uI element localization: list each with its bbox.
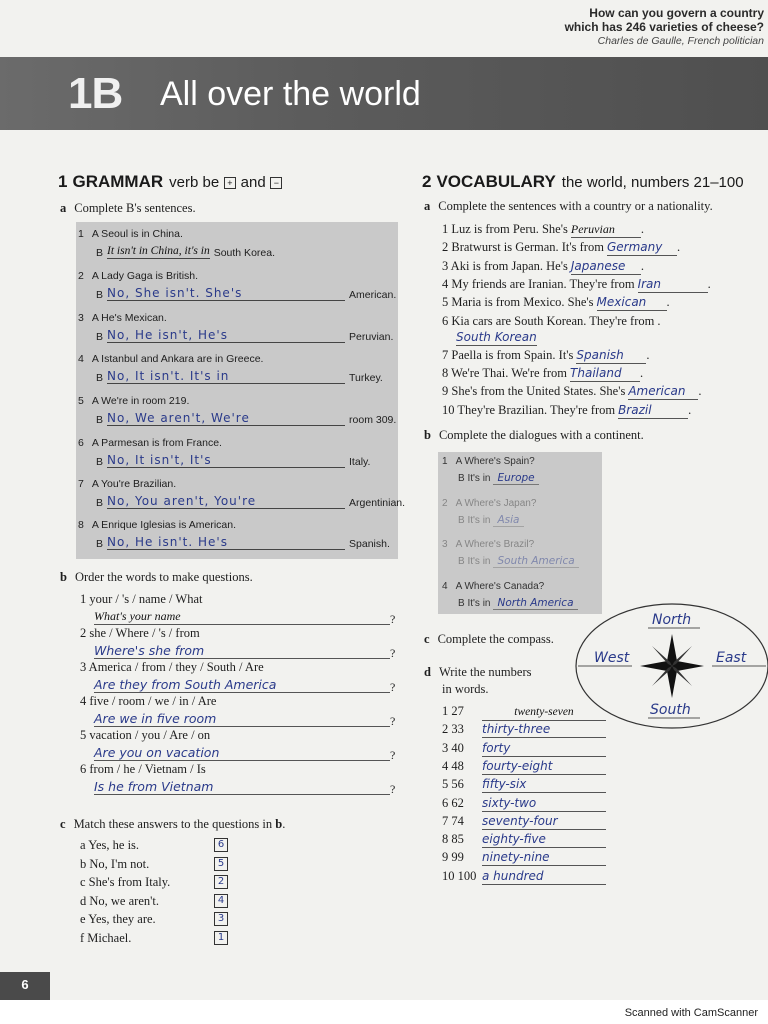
line-b: [458, 555, 579, 567]
speaker-b: B It's in: [458, 597, 491, 609]
answer-handwritten: South America: [493, 555, 578, 568]
answer-box: 1: [214, 931, 228, 945]
exercise-letter: b: [60, 570, 67, 584]
exercise-letter: c: [60, 817, 66, 831]
answer-box: 6: [214, 838, 228, 852]
section-subtitle: verb be: [169, 174, 220, 191]
answer-handwritten: Where's she from: [94, 643, 390, 659]
grammar-line-b: [96, 245, 275, 259]
number-in-words: sixty-two: [482, 797, 606, 812]
scanner-label: Scanned with CamScanner: [624, 1007, 758, 1019]
speaker-b: B: [96, 414, 104, 426]
answer-handwritten: No, He isn't, He's: [107, 329, 345, 343]
number: 5 56: [442, 777, 464, 792]
period: .: [666, 295, 670, 310]
vocabulary-heading: [422, 172, 744, 192]
line-a: A Where's Spain?: [455, 456, 535, 467]
section-number: 2: [422, 172, 432, 191]
sentence-end: Peruvian.: [349, 331, 394, 343]
grammar-line-a: [78, 478, 176, 490]
answer-handwritten: What's your name: [94, 609, 390, 625]
period: .: [688, 402, 692, 417]
exercise-letter: a: [60, 201, 67, 215]
number: 10 100: [442, 868, 477, 883]
scrambled-words: 6 from / he / Vietnam / Is: [80, 762, 206, 776]
question-mark: ?: [390, 782, 396, 796]
line-b: [458, 514, 524, 526]
scrambled-words: 5 vacation / you / Are / on: [80, 728, 211, 742]
period: .: [657, 313, 661, 328]
answer-handwritten: South Korean: [456, 329, 537, 344]
sentence-a: A Lady Gaga is British.: [91, 270, 199, 282]
exercise-2d-instruction: [424, 665, 531, 680]
grammar-line-a: [78, 228, 183, 240]
dialogue-item: [442, 497, 537, 526]
exercise-letter: a: [424, 199, 431, 213]
grammar-line-b: [96, 329, 393, 343]
grammar-line-b: [96, 287, 396, 301]
question-mark: ?: [390, 646, 396, 660]
grammar-line-a: [78, 519, 236, 531]
number-in-words: twenty-seven: [482, 706, 606, 721]
number-item: [442, 869, 606, 885]
number-item: [442, 796, 606, 812]
answer-handwritten: No, We aren't, We're: [107, 412, 345, 426]
compass-east: East: [716, 650, 747, 666]
grammar-line-b: [96, 536, 390, 550]
item-number: 5: [78, 395, 84, 407]
sentence: 5 Maria is from Mexico. She's: [442, 295, 594, 310]
match-item: [80, 931, 225, 946]
speaker-b: B: [96, 372, 104, 384]
period: .: [640, 366, 644, 381]
sentence: 8 We're Thai. We're from: [442, 366, 568, 381]
answer-text: c She's from Italy.: [80, 875, 171, 890]
sentence: 1 Luz is from Peru. She's: [442, 222, 568, 236]
number: 2 33: [442, 722, 464, 737]
section-subtitle: the world, numbers 21–100: [561, 174, 744, 191]
period: .: [676, 240, 681, 255]
sentence-end: American.: [349, 289, 397, 301]
answer-box: 5: [214, 857, 228, 871]
answer-handwritten: Are you on vacation: [94, 745, 390, 761]
answer-handwritten: Spanish: [576, 349, 646, 364]
speaker-b: B: [96, 289, 104, 301]
number: 9 99: [442, 850, 464, 865]
item-number: 6: [78, 437, 84, 449]
sentence: 6 Kia cars are South Korean. They're from: [442, 313, 655, 328]
item-number: 2: [78, 270, 84, 282]
exercise-1a-instruction: [60, 201, 196, 216]
scrambled-words: 3 America / from / they / South / Are: [80, 660, 264, 674]
exercise-letter: d: [424, 665, 431, 679]
vocab-item: [442, 403, 691, 419]
item-number: 3: [78, 312, 84, 324]
item-number: 4: [78, 353, 84, 365]
sentence: 10 They're Brazilian. They're from: [442, 402, 616, 417]
vocab-item: [442, 313, 661, 344]
period: .: [698, 384, 702, 399]
answer-handwritten: Brazil: [618, 404, 688, 419]
answer-handwritten: Mexican: [597, 296, 667, 311]
exercise-1b-instruction: [60, 570, 253, 585]
compass-rose-icon: [640, 634, 704, 698]
question-mark: ?: [390, 612, 396, 626]
vocab-item: [442, 259, 644, 275]
item-number: 4: [442, 580, 448, 592]
match-item: [80, 856, 225, 872]
dialogue-item: [442, 580, 574, 609]
sentence: 7 Paella is from Spain. It's: [442, 347, 574, 362]
answer-text: e Yes, they are.: [80, 912, 156, 927]
match-item: [80, 838, 225, 853]
sentence-a: A Istanbul and Ankara are in Greece.: [91, 353, 264, 365]
sentence-a: A Enrique Iglesias is American.: [91, 519, 236, 531]
page-number: 6: [0, 972, 50, 1000]
instruction-text: Order the words to make questions.: [74, 570, 253, 584]
sentence: 9 She's from the United States. She's: [442, 384, 626, 399]
speaker-b: B: [96, 247, 104, 259]
instruction-text: Match these answers to the questions in: [73, 817, 273, 831]
exercise-2a-instruction: [424, 199, 713, 214]
answer-box: 2: [214, 875, 228, 889]
answer-handwritten: Iran: [638, 278, 708, 293]
instruction-bold: b: [275, 817, 283, 831]
quote-line-1: How can you govern a country: [589, 6, 764, 20]
grammar-line-b: [96, 412, 396, 426]
sentence-end: South Korea.: [213, 247, 275, 259]
unit-title: All over the world: [160, 75, 421, 113]
number-in-words: thirty-three: [482, 723, 606, 738]
section-word: GRAMMAR: [72, 172, 164, 191]
answer-handwritten: Are we in five room: [94, 711, 390, 727]
item-number: 1: [442, 456, 448, 467]
vocab-item: [442, 277, 711, 293]
quote-author: Charles de Gaulle, French politician: [597, 35, 764, 47]
item-number: 2: [442, 497, 448, 509]
line-a: A Where's Canada?: [455, 580, 545, 592]
quote: [565, 6, 764, 48]
minus-box-icon: −: [270, 177, 282, 189]
instruction-end: .: [282, 817, 286, 831]
vocab-item: [442, 348, 650, 364]
answer-text: d No, we aren't.: [80, 893, 159, 908]
line-b: [458, 597, 578, 609]
speaker-b: B: [96, 497, 104, 509]
grammar-line-b: [96, 454, 370, 468]
compass-west: West: [594, 650, 630, 666]
unit-banner: [0, 57, 768, 130]
sentence-end: room 309.: [349, 414, 397, 426]
period: .: [640, 222, 644, 236]
exercise-2d-instruction-line2: in words.: [442, 682, 489, 696]
answer-text: f Michael.: [80, 931, 132, 945]
number: 4 48: [442, 758, 464, 773]
speaker-b: B: [96, 538, 104, 550]
line-a: A Where's Japan?: [455, 497, 537, 509]
number: 8 85: [442, 832, 464, 847]
scrambled-words: 2 she / Where / 's / from: [80, 626, 200, 640]
number-in-words: ninety-nine: [482, 851, 606, 866]
number-in-words: seventy-four: [482, 815, 606, 830]
number: 3 40: [442, 740, 464, 755]
item-number: 7: [78, 478, 84, 490]
item-number: 8: [78, 519, 84, 531]
answer-handwritten: No, It isn't, It's: [107, 454, 345, 468]
answer-handwritten: It isn't in China, it's in: [107, 245, 210, 257]
answer-handwritten: North America: [493, 597, 577, 610]
grammar-line-a: [78, 437, 222, 449]
plus-box-icon: +: [224, 177, 236, 189]
section-number: 1: [58, 172, 68, 191]
speaker-b: B: [96, 456, 104, 468]
sentence-a: A He's Mexican.: [91, 312, 167, 324]
number-item: [442, 777, 606, 793]
number-item: [442, 814, 606, 830]
item-number: 1: [78, 228, 84, 240]
quote-line-2: which has 246 varieties of cheese?: [564, 20, 764, 34]
vocab-item: [442, 295, 670, 311]
speaker-b: B It's in: [458, 556, 491, 567]
answer-handwritten: Asia: [493, 514, 523, 527]
line-b: [458, 472, 539, 484]
instruction-text: Write the numbers: [438, 665, 532, 679]
grammar-line-a: [78, 353, 263, 365]
grammar-line-b: [96, 495, 405, 509]
instruction-text: Complete the sentences with a country or a nationality.: [438, 199, 713, 213]
number-in-words: fourty-eight: [482, 760, 606, 775]
dialogue-item: [442, 539, 575, 567]
speaker-b: B: [96, 331, 104, 343]
sentence-a: A We're in room 219.: [91, 395, 190, 407]
answer-handwritten: No, You aren't, You're: [107, 495, 345, 509]
exercise-2b-instruction: [424, 428, 644, 443]
sentence: 3 Aki is from Japan. He's: [442, 258, 568, 273]
exercise-1c-instruction: [60, 817, 285, 832]
line-a: A Where's Brazil?: [455, 539, 535, 550]
number-item: [442, 704, 606, 721]
period: .: [646, 347, 650, 362]
grammar-line-b: [96, 370, 383, 384]
grammar-heading: [58, 172, 282, 192]
number-in-words: fifty-six: [482, 778, 606, 793]
answer-handwritten: No, She isn't. She's: [107, 287, 345, 301]
sentence: 4 My friends are Iranian. They're from: [442, 276, 635, 291]
sentence-a: A Parmesan is from France.: [91, 437, 222, 449]
sentence-a: A You're Brazilian.: [91, 478, 177, 490]
answer-box: 3: [214, 912, 228, 926]
sentence-end: Turkey.: [349, 372, 383, 384]
vocab-item: [442, 366, 643, 382]
number: 7 74: [442, 813, 464, 828]
match-item: [80, 893, 225, 909]
answer-text: a Yes, he is.: [80, 838, 140, 852]
instruction-text: Complete the compass.: [437, 632, 554, 646]
section-word: VOCABULARY: [436, 172, 556, 191]
number-item: [442, 759, 606, 775]
answer-handwritten: Europe: [493, 472, 538, 485]
instruction-text: Complete B's sentences.: [74, 201, 196, 215]
answer-handwritten: Is he from Vietnam: [94, 779, 390, 795]
answer-handwritten: Japanese: [571, 260, 641, 275]
and-text: and: [240, 174, 266, 191]
number-in-words: forty: [482, 742, 606, 757]
number-in-words: a hundred: [482, 870, 606, 885]
match-item: [80, 875, 225, 890]
item-number: 3: [442, 539, 448, 550]
answer-handwritten: No, He isn't. He's: [107, 536, 345, 550]
answer-handwritten: Germany: [607, 241, 677, 256]
answer-handwritten: American: [628, 385, 698, 400]
sentence-end: Argentinian.: [349, 497, 406, 509]
period: .: [640, 258, 644, 273]
vocab-item: [442, 222, 644, 238]
grammar-line-a: [78, 395, 189, 407]
number-item: [442, 741, 606, 757]
scrambled-words: 1 your / 's / name / What: [80, 592, 203, 606]
number-item: [442, 722, 606, 738]
compass-north: North: [652, 612, 692, 628]
question-mark: ?: [390, 680, 396, 694]
exercise-2c-instruction: [424, 632, 554, 647]
speaker-b: B It's in: [458, 514, 491, 526]
answer-box: 4: [214, 894, 228, 908]
answer-handwritten: Peruvian: [571, 223, 641, 238]
exercise-letter: c: [424, 632, 430, 646]
answer-handwritten: No, It isn't. It's in: [107, 370, 345, 384]
grammar-line-a: [78, 312, 167, 324]
vocab-item: [442, 384, 701, 400]
sentence-a: A Seoul is in China.: [91, 228, 183, 240]
period: .: [707, 276, 711, 291]
answer-handwritten: Are they from South America: [94, 677, 390, 693]
unit-number: 1B: [68, 69, 123, 118]
speaker-b: B It's in: [458, 473, 491, 484]
instruction-text: Complete the dialogues with a continent.: [438, 428, 644, 442]
compass-south: South: [650, 702, 691, 718]
vocab-item: [442, 240, 680, 256]
sentence: 2 Bratwurst is German. It's from: [442, 240, 604, 255]
number: 1 27: [442, 704, 464, 718]
dialogue-item: [442, 456, 535, 484]
exercise-letter: b: [424, 428, 431, 442]
scrambled-words: 4 five / room / we / in / Are: [80, 694, 217, 708]
match-item: [80, 912, 225, 927]
number-in-words: eighty-five: [482, 833, 606, 848]
answer-text: b No, I'm not.: [80, 856, 150, 871]
sentence-end: Spanish.: [349, 538, 390, 550]
number-item: [442, 850, 606, 866]
answer-handwritten: Thailand: [570, 367, 640, 382]
question-mark: ?: [390, 714, 396, 728]
number-item: [442, 832, 606, 848]
sentence-end: Italy.: [349, 456, 371, 468]
number: 6 62: [442, 795, 464, 810]
grammar-line-a: [78, 270, 198, 282]
question-mark: ?: [390, 748, 396, 762]
